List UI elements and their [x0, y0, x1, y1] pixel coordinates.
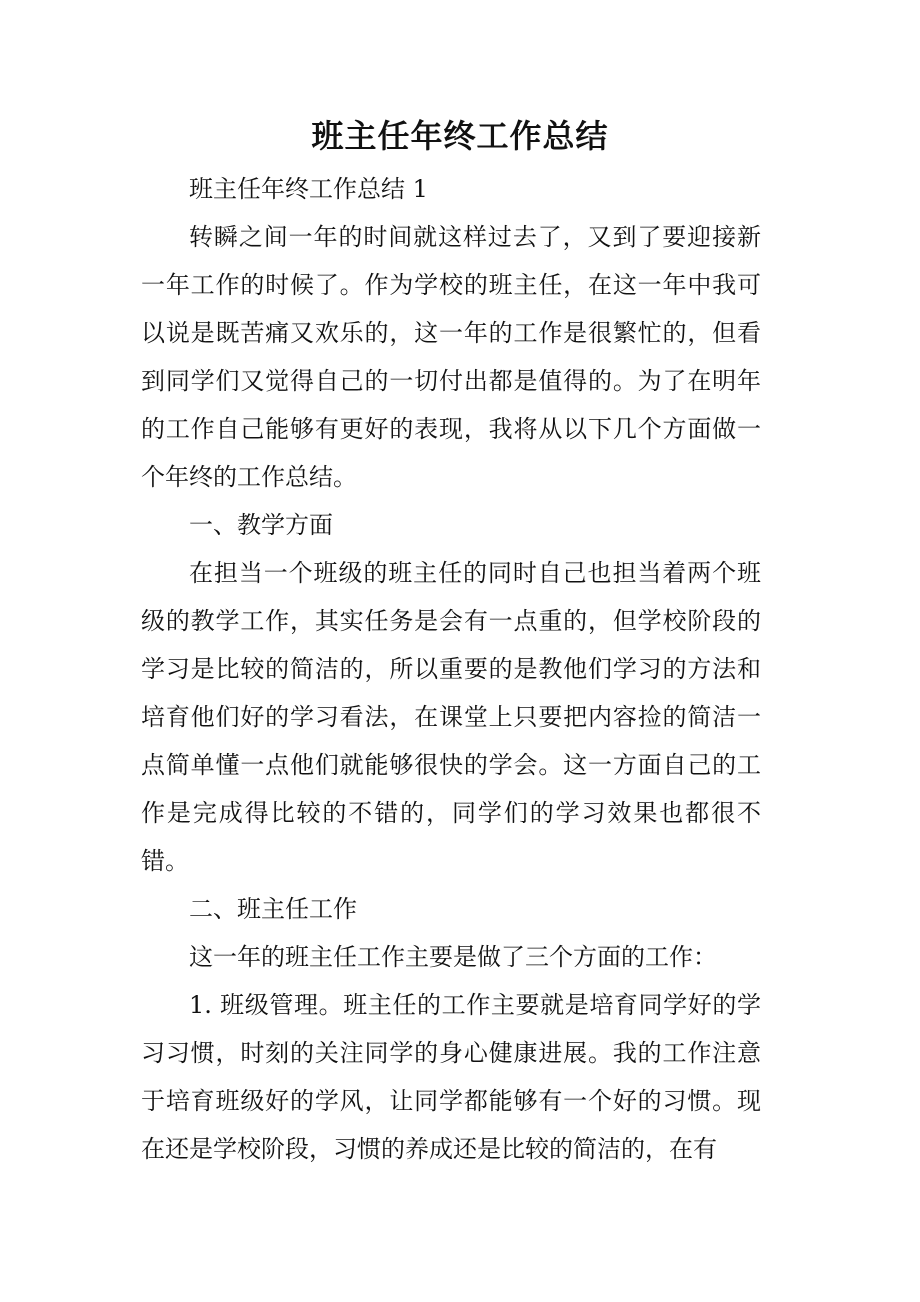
document-body	[141, 165, 761, 1173]
section-heading-teaching: 一、教学方面	[189, 511, 333, 539]
paragraph-intro: 转瞬之间一年的时间就这样过去了，又到了要迎接新一年工作的时候了。作为学校的班主任，在这一年中我可以说是既苦痛又欢乐的，这一年的工作是很繁忙的，但看到同学们又觉得自己的一切付出都是值得的。为了在明年的工作自己能够有更好的表现，我将从以下几个方面做一个年终的工作总结。	[141, 223, 761, 491]
section-heading-head-teacher: 二、班主任工作	[189, 895, 357, 923]
document-title: 班主任年终工作总结	[311, 117, 609, 155]
paragraph-teaching: 在担当一个班级的班主任的同时自己也担当着两个班级的教学工作，其实任务是会有一点重的，但学校阶段的学习是比较的简洁的，所以重要的是教他们学习的方法和培育他们好的学习看法，在课堂上只要把内容捡的简洁一点简单懂一点他们就能够很快的学会。这一方面自己的工作是完成得比较的不错的，同学们的学习效果也都很不错。	[141, 559, 761, 875]
paragraph-head-teacher-intro: 这一年的班主任工作主要是做了三个方面的工作：	[189, 943, 717, 971]
document-subtitle: 班主任年终工作总结 1	[189, 175, 428, 203]
paragraph-class-management: 1. 班级管理。班主任的工作主要就是培育同学好的学习习惯，时刻的关注同学的身心健康进展。我的工作注意于培育班级好的学风，让同学都能够有一个好的习惯。现在还是学校阶段，习惯的养成还是比较的简洁的，在有	[141, 991, 761, 1163]
